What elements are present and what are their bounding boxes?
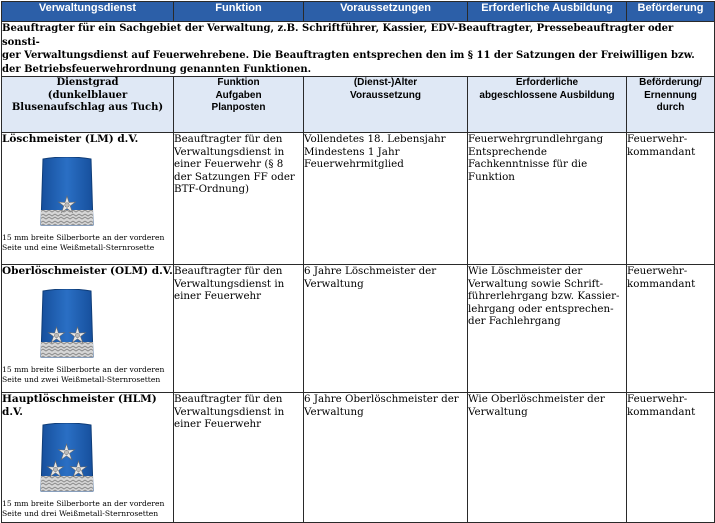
insignia-caption xyxy=(2,365,173,385)
intro-row xyxy=(2,22,715,77)
cell-line: Verwaltungsdienst in xyxy=(174,145,285,158)
cell-line: der Satzungen FF oder xyxy=(174,170,295,183)
header-line: Dienstgrad xyxy=(56,77,119,88)
cell-line: führerlehrgang bzw. Kassier- xyxy=(468,290,620,302)
alter-cell xyxy=(304,133,468,265)
cell-line: Verwaltungsdienst in xyxy=(174,405,285,418)
rank-name: Oberlöschmeister (OLM) d.V. xyxy=(2,265,173,277)
cell-line: Entsprechende xyxy=(468,145,547,158)
cell-line: Funktion xyxy=(468,170,515,183)
alter-cell xyxy=(304,393,468,523)
cell-line: Verwaltung xyxy=(468,405,528,418)
cell-line: einer Feuerwehr xyxy=(174,418,262,430)
cell-line: Fachkenntnisse für die xyxy=(468,158,588,170)
cell-line: Wie Oberlöschmeister der xyxy=(468,393,605,405)
cell-line: einer Feuerwehr xyxy=(174,290,262,302)
header-line: (dunkelblauer xyxy=(47,89,128,101)
rank-cell xyxy=(2,133,174,265)
cell-line: Feuerwehrmitglied xyxy=(304,158,404,170)
cell-line: Verwaltung xyxy=(304,277,364,290)
rank-name xyxy=(2,393,173,419)
cell-line: der Fachlehrgang xyxy=(468,315,561,327)
header-line: Blusenaufschlag aus Tuch) xyxy=(11,102,164,113)
table-title-bar xyxy=(2,2,715,22)
cell-line: kommandant xyxy=(627,277,696,290)
header-line: Funktion xyxy=(217,77,260,88)
intro-line: der Betriebsfeuerwehrordnung genannten Funktionen. xyxy=(2,63,312,75)
header-dienstgrad xyxy=(2,77,174,133)
ausbildung-cell xyxy=(468,265,627,393)
ausbildung-cell xyxy=(468,133,627,265)
rank-cell xyxy=(2,265,174,393)
header-line: Beförderung/ xyxy=(639,77,702,88)
caption-line: Seite und drei Weißmetall-Sternrosetten xyxy=(2,509,159,518)
befoerderung-cell xyxy=(627,393,715,523)
befoerderung-cell xyxy=(627,133,715,265)
caption-line: Seite und zwei Weißmetall-Sternrosetten xyxy=(2,375,161,384)
column-header-row xyxy=(2,77,715,133)
topbar-funktion: Funktion xyxy=(174,2,304,22)
insignia-caption xyxy=(2,233,173,253)
topbar-ausbildung: Erforderliche Ausbildung xyxy=(468,2,627,22)
cell-line: Mindestens 1 Jahr xyxy=(304,145,400,158)
intro-line: Beauftragter für ein Sachgebiet der Verwaltung, z.B. Schriftführer, Kassier, EDV-Beauftragter, Pressebeauftragter oder sonsti- xyxy=(2,23,674,48)
table-row xyxy=(2,393,715,523)
caption-line: Seite und eine Weißmetall-Sternrosette xyxy=(2,243,155,252)
befoerderung-cell xyxy=(627,265,715,393)
cell-line: Beauftragter für den xyxy=(174,393,283,405)
cell-line: Verwaltung xyxy=(304,405,364,418)
header-line: (Dienst-)Alter xyxy=(353,77,418,88)
funktion-cell xyxy=(174,265,304,393)
header-line: Voraussetzung xyxy=(350,89,421,101)
cell-line: 6 Jahre Oberlöschmeister der xyxy=(304,393,459,405)
header-alter xyxy=(304,77,468,133)
rank-insignia-icon xyxy=(37,289,97,359)
header-line: abgeschlossene Ausbildung xyxy=(479,89,615,101)
header-line: durch xyxy=(656,102,685,113)
cell-line: Feuerwehrgrundlehrgang xyxy=(468,133,604,145)
header-funktion xyxy=(174,77,304,133)
cell-line: Verwaltung sowie Schrift- xyxy=(468,277,604,290)
cell-line: Verwaltungsdienst in xyxy=(174,277,285,290)
cell-line: 6 Jahre Löschmeister der xyxy=(304,265,437,277)
cell-line: lehrgang oder entsprechen- xyxy=(468,302,614,315)
header-befoerderung xyxy=(627,77,715,133)
caption-line: 15 mm breite Silberborte an der vorderen xyxy=(2,365,165,374)
alter-cell xyxy=(304,265,468,393)
funktion-cell xyxy=(174,393,304,523)
cell-line: Beauftragter für den xyxy=(174,265,283,277)
cell-line: Feuerwehr- xyxy=(627,265,688,277)
header-line: Erforderliche xyxy=(515,77,579,88)
cell-line: Feuerwehr- xyxy=(627,393,688,405)
cell-line: einer Feuerwehr (§ 8 xyxy=(174,158,284,170)
rank-name-line: Hauptlöschmeister (HLM) xyxy=(2,393,157,405)
cell-line: Wie Löschmeister der xyxy=(468,265,583,277)
header-line: Planposten xyxy=(211,102,266,113)
topbar-voraussetzungen: Voraussetzungen xyxy=(304,2,468,22)
rank-cell xyxy=(2,393,174,523)
rank-insignia-icon xyxy=(37,423,97,493)
intro-text xyxy=(2,22,715,77)
cell-line: Beauftragter für den xyxy=(174,133,283,145)
intro-line: ger Verwaltungsdienst auf Feuerwehrebene. Die Beauftragten entsprechen den im § 11 der Satzungen der Freiwilligen bzw. xyxy=(2,50,695,61)
caption-line: 15 mm breite Silberborte an der vorderen xyxy=(2,233,165,242)
header-line: Aufgaben xyxy=(215,89,262,101)
rank-name: Löschmeister (LM) d.V. xyxy=(2,133,139,145)
topbar-befoerderung: Beförderung xyxy=(627,2,715,22)
rank-insignia-icon xyxy=(37,157,97,227)
ausbildung-cell xyxy=(468,393,627,523)
topbar-verwaltungsdienst: Verwaltungsdienst xyxy=(2,2,174,22)
header-ausbildung xyxy=(468,77,627,133)
cell-line: kommandant xyxy=(627,405,696,418)
verwaltungsdienst-table xyxy=(1,1,715,523)
caption-line: 15 mm breite Silberborte an der vorderen xyxy=(2,499,165,508)
cell-line: kommandant xyxy=(627,145,696,158)
table-row xyxy=(2,133,715,265)
cell-line: Feuerwehr- xyxy=(627,133,688,145)
cell-line: Vollendetes 18. Lebensjahr xyxy=(304,133,446,145)
rank-name-line: d.V. xyxy=(2,406,23,418)
header-line: Ernennung xyxy=(644,89,697,101)
insignia-caption xyxy=(2,499,173,519)
table-row xyxy=(2,265,715,393)
funktion-cell xyxy=(174,133,304,265)
cell-line: BTF-Ordnung) xyxy=(174,183,250,195)
